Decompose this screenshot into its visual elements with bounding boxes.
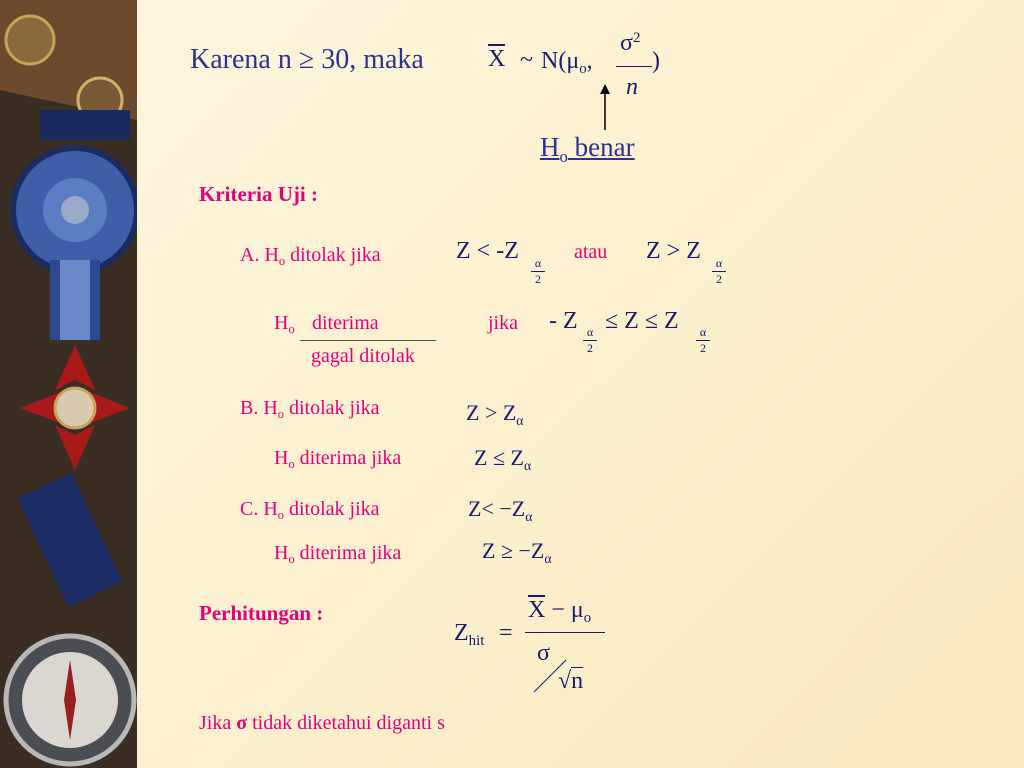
criteria-a-range-frac2: α 2 (696, 326, 710, 355)
kriteria-heading: Kriteria Uji : (199, 182, 318, 206)
criteria-c-accept-cond: $Z \ge -Z_\alpha$ (482, 538, 552, 566)
criteria-a-cond2: Z > Z (646, 238, 701, 264)
formula-sqrt-n: √n (558, 668, 584, 694)
criteria-a-range-frac1: α 2 (583, 326, 597, 355)
criteria-a-diterima: diterima (312, 312, 379, 334)
title-tilde: ~ (520, 47, 533, 73)
criteria-a-jika: jika (488, 312, 518, 334)
criteria-b-accept-cond: $Z \le Z_\alpha$ (474, 445, 532, 473)
criteria-a-divider (300, 340, 436, 341)
ho-benar-label: $H_o$ benar (540, 132, 635, 166)
criteria-c-reject-label: C. $H_o$ ditolak jika (240, 498, 380, 523)
criteria-a-cond2-frac: α 2 (712, 257, 726, 286)
formula-fraction-bar (525, 632, 605, 633)
title-close: ) (652, 48, 660, 74)
criteria-a-cond1-frac: α 2 (531, 257, 545, 286)
formula-sigma: σ (537, 640, 550, 666)
decorative-medal-photo (0, 0, 137, 768)
formula-z-hit: $Z_{hit}$ (454, 620, 485, 650)
criteria-c-reject-cond: $Z< -Z_\alpha$ (468, 496, 533, 524)
title-normal: $N(\mu_o$, (541, 48, 593, 78)
formula-equals: = (499, 620, 513, 646)
criteria-b-reject-cond: $Z > Z_\alpha$ (466, 400, 524, 428)
medal-compass-illustration (0, 0, 137, 768)
formula-numerator: $X - \mu_o$ (528, 597, 592, 627)
criteria-b-reject-label: B. $H_o$ ditolak jika (240, 397, 380, 422)
criteria-a-range-mid: ≤ Z ≤ Z (605, 308, 679, 334)
criteria-a-atau: atau (574, 241, 608, 263)
slide-content (137, 0, 1024, 768)
criteria-a-range-left: - Z (549, 308, 578, 334)
title-n: n (626, 74, 638, 100)
title-xbar: X (488, 46, 506, 72)
title-prefix: Karena n ≥ 30, maka (190, 44, 424, 75)
criteria-b-accept-label: $H_o$ diterima jika (274, 447, 402, 472)
criteria-a-gagal: gagal ditolak (311, 345, 415, 367)
criteria-a-cond1: Z < -Z (456, 238, 519, 264)
criteria-c-accept-label: $H_o$ diterima jika (274, 542, 402, 567)
title-sigma-sq: $\sigma^2$ (620, 29, 641, 56)
perhitungan-heading: Perhitungan : (199, 601, 324, 625)
criteria-a-reject-label: A. $H_o$ ditolak jika (240, 244, 381, 269)
title-fraction-bar (616, 66, 652, 67)
footer-note: Jika σ tidak diketahui diganti s (199, 712, 445, 734)
arrow-up-icon (598, 84, 612, 132)
criteria-a-accept-label: $H_o$ (274, 312, 295, 337)
